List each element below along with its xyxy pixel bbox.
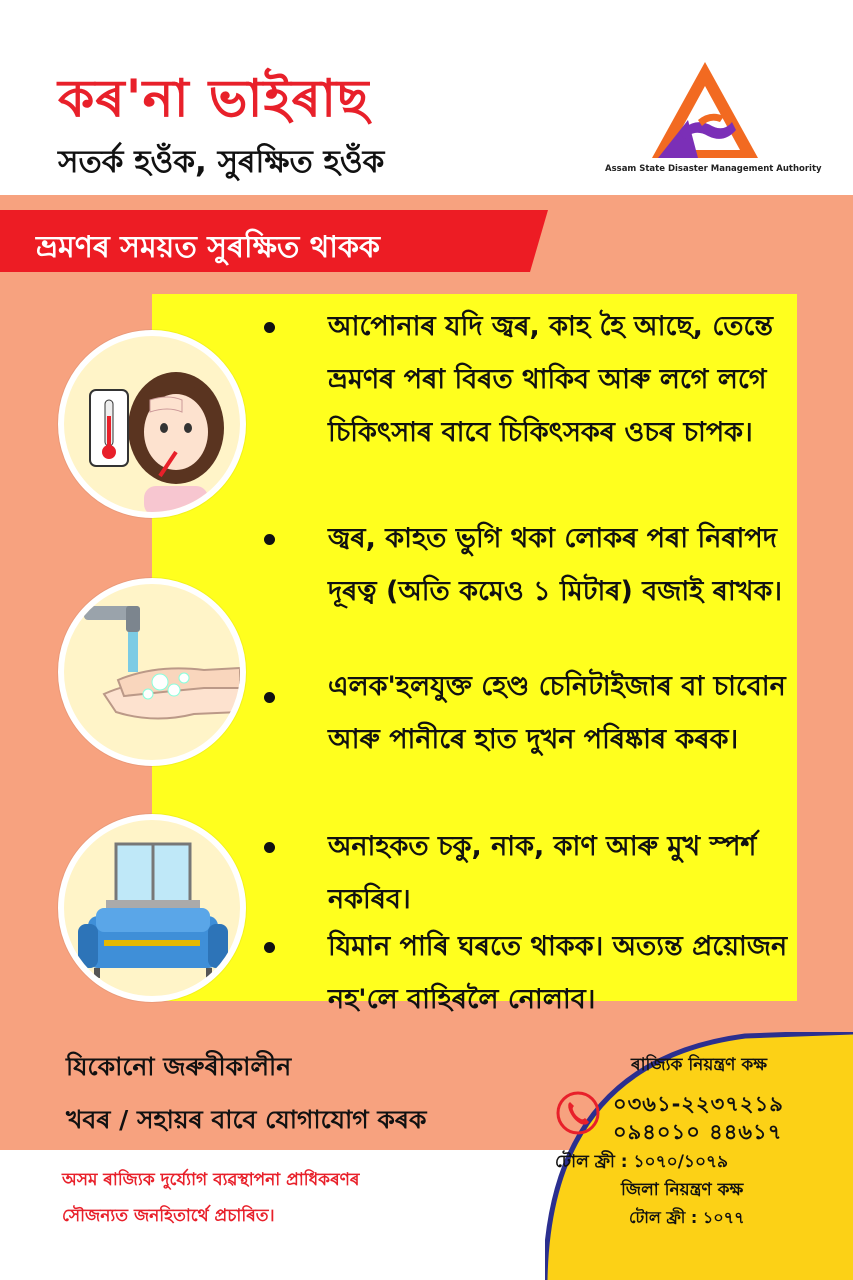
bullet-dot: [264, 842, 275, 853]
section-banner: [0, 210, 548, 272]
advice-text: অনাহকত চকু, নাক, কাণ আৰু মুখ স্পৰ্শ নকৰিব।: [328, 831, 757, 915]
state-phone-2: ০৯৪০১০ ৪৪৬১৭: [613, 1120, 783, 1144]
bullet-dot: [264, 534, 275, 545]
list-item: [262, 300, 792, 512]
list-item: [262, 512, 792, 660]
district-control-room-label: জিলা নিয়ন্ত্ৰণ কক্ষ: [621, 1180, 744, 1200]
bullet-dot: [264, 692, 275, 703]
advice-text: যিমান পাৰি ঘৰতে থাকক। অত্যন্ত প্ৰয়োজন নহ'লে বাহিৰলৈ নোলাব।: [328, 931, 788, 1015]
asdma-logo: [605, 60, 822, 180]
window-sofa-home-icon: [58, 814, 246, 1002]
emergency-line-2: খবৰ / সহায়ৰ বাবে যোগাযোগ কৰক: [66, 1105, 427, 1134]
advice-list: [262, 300, 792, 1026]
logo-caption: Assam State Disaster Management Authority: [605, 164, 822, 174]
sick-girl-thermometer-icon: [58, 330, 246, 518]
bullet-dot: [264, 942, 275, 953]
telephone-icon: [555, 1090, 601, 1136]
credit-note: [62, 1162, 360, 1234]
page-title: কৰ'না ভাইৰাছ: [58, 69, 370, 129]
credit-line-2: সৌজন্যত জনহিতাৰ্থে প্ৰচাৰিত।: [62, 1206, 275, 1226]
page-subtitle: সতৰ্ক হওঁক, সুৰক্ষিত হওঁক: [58, 144, 385, 180]
emergency-line-1: যিকোনো জৰুৰীকালীন: [66, 1052, 292, 1081]
state-toll-free: টোল ফ্ৰী : ১০৭০/১০৭৯: [555, 1152, 729, 1172]
contact-panel: [545, 1032, 853, 1280]
state-phone-1: ০৩৬১-২২৩৭২১৯: [613, 1092, 784, 1116]
list-item: [262, 920, 792, 1026]
advice-text: আপোনাৰ যদি জ্বৰ, কাহ হৈ আছে, তেন্তে ভ্ৰমণৰ পৰা বিৰত থাকিব আৰু লগে লগে চিকিৎসাৰ বাবে চিকিৎসকৰ ওচৰ চাপক।: [328, 311, 774, 448]
list-item: [262, 660, 792, 820]
bullet-dot: [264, 322, 275, 333]
advice-text: এলক'হলযুক্ত হেণ্ড চেনিটাইজাৰ বা চাবোন আৰু পানীৰে হাত দুখন পৰিষ্কাৰ কৰক।: [328, 671, 786, 755]
asdma-logo-icon: [650, 60, 760, 160]
advice-text: জ্বৰ, কাহত ভুগি থকা লোকৰ পৰা নিৰাপদ দূৰত্ব (অতি কমেও ১ মিটাৰ) বজাই ৰাখক।: [328, 523, 782, 607]
header: [0, 0, 853, 195]
banner-title: ভ্ৰমণৰ সময়ত সুৰক্ষিত থাকক: [36, 230, 380, 265]
emergency-contact-prompt: [66, 1040, 426, 1146]
credit-line-1: অসম ৰাজ্যিক দুৰ্য্যোগ ব্যৱস্থাপনা প্ৰাধিকৰণৰ: [62, 1170, 360, 1190]
list-item: [262, 820, 792, 920]
state-control-room-label: ৰাজ্যিক নিয়ন্ত্ৰণ কক্ষ: [631, 1055, 768, 1075]
hand-washing-icon: [58, 578, 246, 766]
district-toll-free: টোল ফ্ৰী : ১০৭৭: [629, 1208, 745, 1227]
